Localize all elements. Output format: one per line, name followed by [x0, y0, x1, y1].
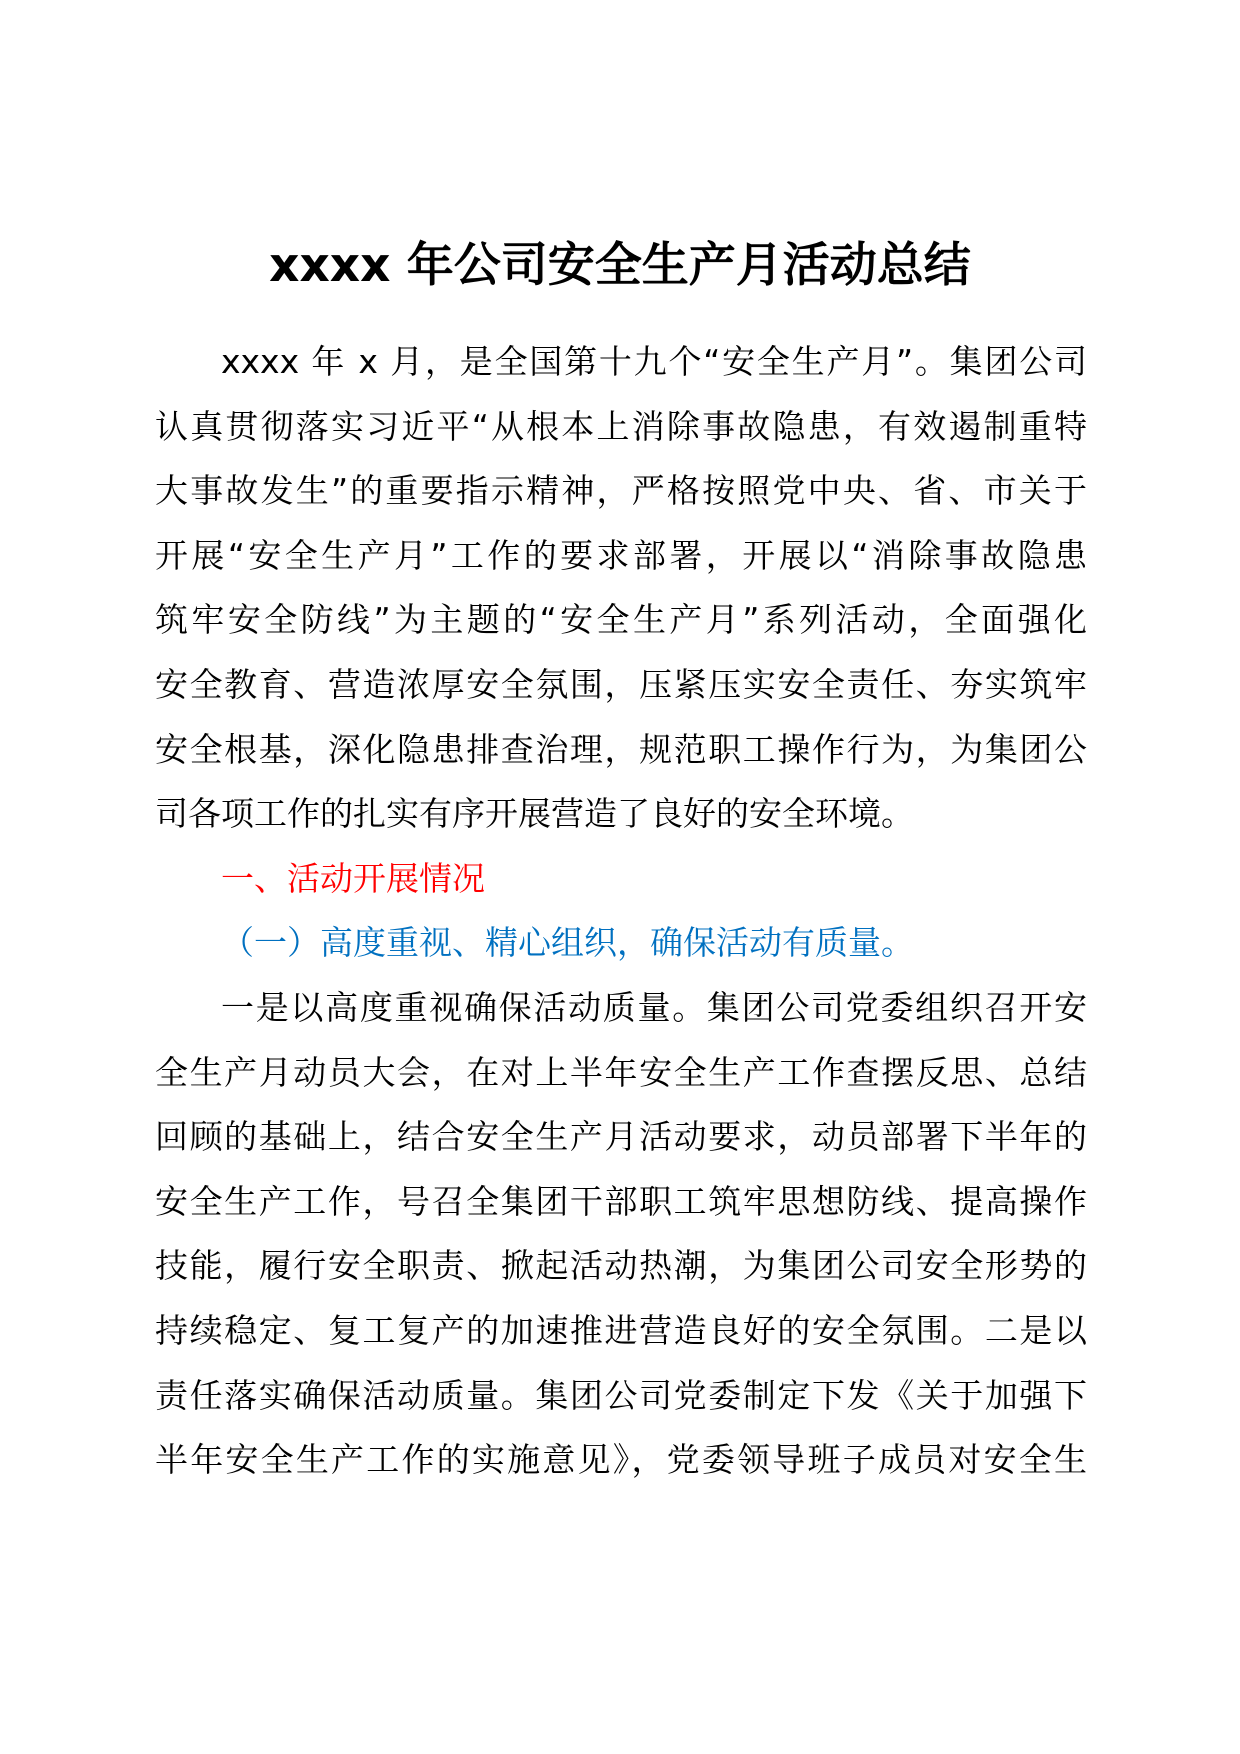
section-heading-activities: 一、活动开展情况: [221, 858, 485, 898]
intro-paragraph: [155, 330, 1087, 847]
text-line: 全生产月动员大会，在对上半年安全生产工作查摆反思、总结: [155, 1052, 1087, 1092]
text-line: 回顾的基础上，结合安全生产月活动要求，动员部署下半年的: [155, 1117, 1087, 1157]
text-line: xxxx 年 x 月，是全国第十九个“安全生产月”。集团公司: [221, 342, 1087, 381]
text-line: 半年安全生产工作的实施意见》，党委领导班子成员对安全生: [155, 1440, 1087, 1480]
document-title: xxxx 年公司安全生产月活动总结: [269, 238, 971, 293]
text-line: 安全根基，深化隐患排查治理，规范职工操作行为，为集团公: [155, 729, 1087, 769]
text-line: 筑牢安全防线”为主题的“安全生产月”系列活动，全面强化: [155, 600, 1087, 640]
text-line: 一是以高度重视确保活动质量。集团公司党委组织召开安: [221, 987, 1087, 1027]
text-line: 责任落实确保活动质量。集团公司党委制定下发《关于加强下: [155, 1375, 1087, 1415]
text-line: 安全教育、营造浓厚安全氛围，压紧压实安全责任、夯实筑牢: [155, 664, 1087, 704]
text-line: 持续稳定、复工复产的加速推进营造良好的安全氛围。二是以: [155, 1310, 1087, 1350]
text-line: 安全生产工作，号召全集团干部职工筑牢思想防线、提高操作: [155, 1181, 1087, 1221]
text-line: 技能，履行安全职责、掀起活动热潮，为集团公司安全形势的: [155, 1246, 1087, 1286]
text-line: 开展“安全生产月”工作的要求部署，开展以“消除事故隐患: [155, 535, 1087, 575]
text-line: 认真贯彻落实习近平“从根本上消除事故隐患，有效遏制重特: [155, 406, 1087, 446]
document-body: [155, 330, 1087, 1493]
text-line: 大事故发生”的重要指示精神，严格按照党中央、省、市关于: [155, 471, 1087, 511]
text-line: 司各项工作的扎实有序开展营造了良好的安全环境。: [155, 794, 914, 834]
subsection-heading-organization: （一）高度重视、精心组织，确保活动有质量。: [221, 923, 914, 963]
subsection-paragraph: [155, 976, 1087, 1493]
